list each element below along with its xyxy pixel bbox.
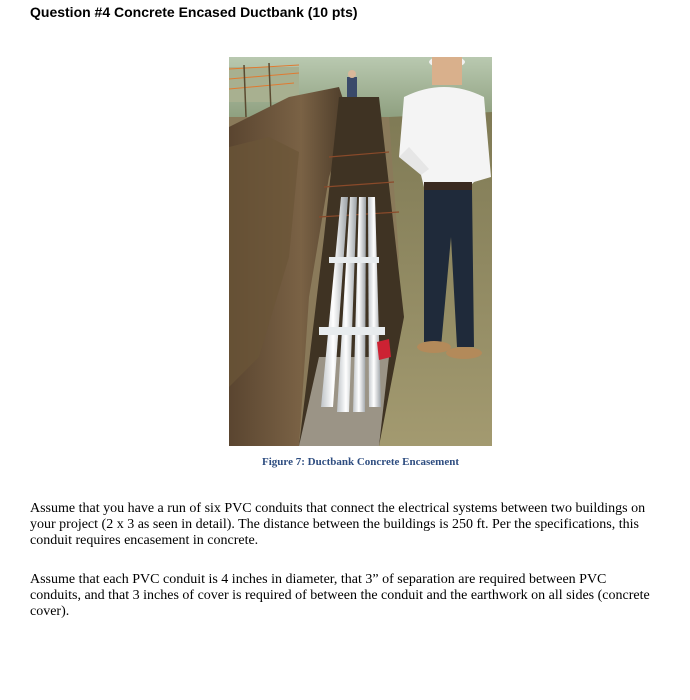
ductbank-trench-photo	[229, 57, 492, 446]
paragraph-conduit-run: Assume that you have a run of six PVC conduits that connect the electrical systems between two buildings on your project (2 x 3 as seen in detail). The distance between the buildings is 250 ft. Per the specifications, this conduit requires encasement in concrete.	[30, 501, 646, 548]
figure-caption: Figure 7: Ductbank Concrete Encasement	[262, 456, 459, 468]
question-title: Question #4 Concrete Encased Ductbank (10 pts)	[30, 4, 358, 20]
paragraph-conduit-dimensions: Assume that each PVC conduit is 4 inches in diameter, that 3” of separation are required between PVC conduits, and that 3 inches of cover is required of between the conduit and the earthwork on all sides (concrete cover).	[30, 572, 650, 619]
